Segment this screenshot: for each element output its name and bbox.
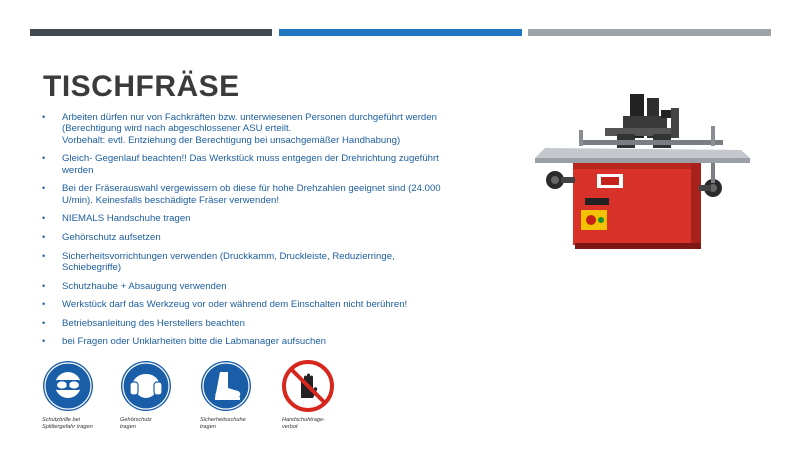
caption-line: Schutzbrille bei: [42, 417, 80, 423]
no-gloves-icon: [282, 360, 334, 412]
bullet-line: Arbeiten dürfen nur von Fachkräften bzw. unterwiesenen Personen durchgeführt werden: [62, 112, 437, 123]
bullet-line: NIEMALS Handschuhe tragen: [62, 213, 191, 225]
bullet-line: (Berechtigung wird nach abgeschlossener ASU erteilt.: [62, 123, 292, 135]
bullet-item: [42, 251, 452, 274]
bullet-item: [42, 232, 452, 243]
caption-line: verbot: [282, 424, 298, 430]
bullet-line: werden: [62, 164, 94, 176]
bullet-line: Schutzhaube + Absaugung verwenden: [62, 280, 227, 292]
sign-caption: [120, 417, 210, 431]
bullet-dot-icon: •: [42, 317, 46, 328]
bullet-dot-icon: •: [42, 213, 46, 224]
bullet-item: [42, 153, 452, 176]
bullet-dot-icon: •: [42, 336, 46, 347]
bullet-item: [42, 336, 452, 347]
bullet-dot-icon: •: [42, 299, 46, 310]
safety-goggles-icon: [42, 360, 94, 412]
sign-caption: [200, 417, 290, 431]
caption-line: tragen: [120, 424, 136, 430]
table-router-icon: [535, 88, 750, 253]
caption-line: Handschuhtrage-: [282, 417, 325, 423]
header-bar-dark: [30, 29, 272, 36]
bullet-item: [42, 213, 452, 224]
bullet-item: [42, 183, 452, 206]
bullet-dot-icon: •: [42, 112, 46, 122]
bullet-dot-icon: •: [42, 153, 46, 164]
bullet-line: Werkstück darf das Werkzeug vor oder während dem Einschalten nicht berühren!: [62, 299, 408, 311]
safety-shoes-icon: [200, 360, 252, 412]
bullet-dot-icon: •: [42, 250, 46, 261]
sign-safety-shoes: [200, 360, 290, 431]
safety-signs-row: [0, 360, 800, 450]
slide-title: TISCHFRÄSE: [43, 70, 240, 103]
sign-ear-protection: [120, 360, 210, 431]
bullet-item: [42, 318, 452, 329]
bullet-dot-icon: •: [42, 232, 46, 242]
bullet-item: [42, 112, 452, 146]
table-router-image: [535, 88, 750, 253]
bullet-line: Vorbehalt: evtl. Entziehung der Berechtigung bei unsachgemäßer Handhabung): [62, 134, 401, 146]
bullet-dot-icon: •: [42, 183, 46, 194]
bullet-line: Sicherheitsvorrichtungen verwenden (Druckkamm, Druckleiste, Reduzierringe, Schiebegriffe): [62, 250, 395, 273]
header-bar-blue: [279, 29, 522, 36]
sign-caption: [42, 417, 132, 431]
bullet-line: U/min). Keinesfalls beschädigte Fräser verwenden!: [62, 194, 280, 206]
bullet-line: Gehörschutz aufsetzen: [62, 232, 161, 243]
bullet-item: [42, 281, 452, 292]
bullet-line: Betriebsanleitung des Herstellers beachten: [62, 317, 245, 329]
bullet-line: Gleich- Gegenlauf beachten!! Das Werkstück muss entgegen der Drehrichtung zugeführt: [62, 153, 439, 165]
bullet-line: Bei der Fräserauswahl vergewissern ob diese für hohe Drehzahlen geeignet sind (24.000: [62, 183, 441, 195]
ear-protection-icon: [120, 360, 172, 412]
caption-line: Splittergefahr tragen: [42, 424, 93, 430]
sign-caption: [282, 417, 372, 431]
bullet-item: [42, 299, 452, 310]
sign-goggles: [42, 360, 132, 431]
caption-line: Sicherheitsschuhe: [200, 417, 246, 423]
bullet-list: [42, 112, 452, 355]
header-bar-gray: [528, 29, 771, 36]
sign-no-gloves: [282, 360, 372, 431]
bullet-line: bei Fragen oder Unklarheiten bitte die Labmanager aufsuchen: [62, 336, 327, 348]
caption-line: tragen: [200, 424, 216, 430]
bullet-dot-icon: •: [42, 280, 46, 291]
caption-line: Gehörschutz: [120, 417, 152, 423]
